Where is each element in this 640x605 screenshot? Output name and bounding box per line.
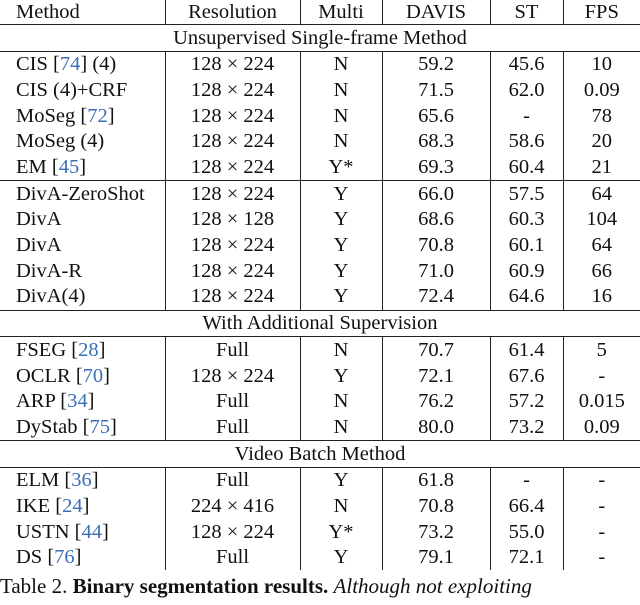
resolution-cell: 128 × 224 (165, 258, 300, 284)
method-name: OCLR (16, 364, 71, 387)
st-cell: 60.4 (490, 154, 563, 180)
st-cell: 58.6 (490, 129, 563, 155)
resolution-cell: 128 × 224 (165, 519, 300, 545)
table-row (0, 51, 640, 77)
method-name: USTN (16, 520, 70, 543)
method-cell (0, 363, 165, 389)
section-title: Video Batch Method (234, 442, 406, 465)
fps-cell: 104 (586, 208, 618, 231)
multi-cell: Y (300, 181, 382, 207)
method-cell (0, 519, 165, 545)
davis-cell: 71.0 (382, 258, 490, 284)
method-name: MoSeg (4) (16, 130, 105, 153)
table-row (0, 389, 640, 415)
method-cell (0, 154, 165, 180)
method-name: CIS (4)+CRF (16, 78, 128, 101)
fps-cell: - (598, 520, 606, 543)
st-cell: 73.2 (490, 414, 563, 440)
st-cell: 61.4 (490, 337, 563, 363)
method-cell (0, 51, 165, 77)
method-name: IKE (16, 494, 51, 517)
fps-cell: 0.015 (578, 390, 625, 413)
fps-cell: - (598, 494, 606, 517)
st-cell: 57.5 (490, 181, 563, 207)
fps-cell: 0.09 (583, 415, 620, 438)
citation-link: 70 (82, 364, 104, 387)
citation-open-bracket: [ (69, 520, 82, 543)
method-cell (0, 233, 165, 259)
multi-cell: N (300, 77, 382, 103)
method-name: DivA(4) (16, 285, 86, 308)
citation-link: 72 (87, 104, 108, 127)
method-name: ELM (16, 469, 60, 492)
fps-cell: - (598, 364, 606, 387)
table-row (0, 207, 640, 233)
resolution-cell: 224 × 416 (165, 493, 300, 519)
multi-cell: Y (300, 545, 382, 571)
st-cell: 62.0 (490, 77, 563, 103)
davis-cell: 73.2 (382, 519, 490, 545)
method-cell (0, 467, 165, 493)
section-header-row (0, 441, 640, 468)
st-cell: 45.6 (490, 51, 563, 77)
citation-open-bracket: [ (42, 546, 55, 569)
column-header-multi: Multi (300, 0, 382, 25)
citation-close-bracket: ] (107, 104, 115, 127)
table-row (0, 414, 640, 440)
citation-close-bracket: ] (109, 415, 117, 438)
davis-cell: 66.0 (382, 181, 490, 207)
resolution-cell: 128 × 224 (165, 181, 300, 207)
resolution-cell: 128 × 224 (165, 77, 300, 103)
section-title: Unsupervised Single-frame Method (173, 26, 467, 49)
davis-cell: 65.6 (382, 103, 490, 129)
table-row (0, 284, 640, 310)
citation-open-bracket: [ (55, 390, 68, 413)
method-cell (0, 129, 165, 155)
st-cell: 60.3 (490, 207, 563, 233)
resolution-cell: 128 × 224 (165, 284, 300, 310)
davis-cell: 80.0 (382, 414, 490, 440)
davis-cell: 71.5 (382, 77, 490, 103)
section-header-row (0, 310, 640, 337)
table-caption (0, 574, 640, 599)
method-name: DivA-ZeroShot (16, 182, 145, 205)
method-cell (0, 77, 165, 103)
citation-close-bracket: ] (102, 520, 109, 543)
method-cell (0, 284, 165, 310)
method-name: DyStab (16, 415, 78, 438)
method-cell (0, 414, 165, 440)
fps-cell: 64 (591, 182, 612, 205)
method-cell (0, 545, 165, 571)
table-row (0, 519, 640, 545)
method-name: CIS (16, 53, 48, 76)
table-row (0, 545, 640, 571)
citation-close-bracket: ] (91, 469, 99, 492)
method-cell (0, 207, 165, 233)
davis-cell: 61.8 (382, 467, 490, 493)
resolution-cell: Full (165, 545, 300, 571)
multi-cell: Y (300, 233, 382, 259)
citation-link: 28 (78, 338, 99, 361)
table-row (0, 493, 640, 519)
davis-cell: 70.8 (382, 233, 490, 259)
column-header-davis: DAVIS (382, 0, 490, 25)
resolution-cell: 128 × 128 (165, 207, 300, 233)
citation-link: 44 (81, 520, 102, 543)
davis-cell: 68.6 (382, 207, 490, 233)
method-name: FSEG (16, 338, 67, 361)
table-row (0, 467, 640, 493)
multi-cell: Y (300, 207, 382, 233)
davis-cell: 59.2 (382, 51, 490, 77)
st-cell: 60.9 (490, 258, 563, 284)
table-row (0, 154, 640, 180)
method-cell (0, 337, 165, 363)
column-header-resolution: Resolution (165, 0, 300, 25)
method-cell (0, 258, 165, 284)
fps-cell: 78 (591, 104, 612, 127)
column-header-fps: FPS (584, 0, 619, 23)
method-suffix: (4) (87, 53, 117, 76)
davis-cell: 72.4 (382, 284, 490, 310)
table-body (0, 25, 640, 571)
citation-close-bracket: ] (87, 390, 95, 413)
fps-cell: 20 (591, 130, 612, 153)
citation-close-bracket: ] (74, 546, 82, 569)
section-title: With Additional Supervision (202, 312, 438, 335)
resolution-cell: 128 × 224 (165, 103, 300, 129)
fps-cell: 66 (591, 259, 612, 282)
fps-cell: 16 (591, 285, 612, 308)
st-cell: - (490, 467, 563, 493)
citation-open-bracket: [ (75, 104, 88, 127)
st-cell: 72.1 (490, 545, 563, 571)
table-row (0, 258, 640, 284)
fps-cell: 21 (591, 156, 612, 179)
method-cell (0, 389, 165, 415)
davis-cell: 68.3 (382, 129, 490, 155)
davis-cell: 69.3 (382, 154, 490, 180)
davis-cell: 70.8 (382, 493, 490, 519)
citation-link: 24 (62, 494, 83, 517)
multi-cell: Y* (300, 154, 382, 180)
table-row (0, 103, 640, 129)
multi-cell: N (300, 337, 382, 363)
multi-cell: N (300, 389, 382, 415)
citation-link: 36 (71, 469, 92, 492)
method-name: EM (16, 156, 47, 179)
multi-cell: N (300, 414, 382, 440)
st-cell: 57.2 (490, 389, 563, 415)
multi-cell: N (300, 129, 382, 155)
caption-bold-title: Binary segmentation results. (72, 574, 329, 598)
header-row (0, 0, 640, 25)
citation-close-bracket: ] (82, 494, 90, 517)
fps-cell: 10 (591, 53, 612, 76)
column-header-st: ST (490, 0, 563, 25)
table-row (0, 181, 640, 207)
citation-open-bracket: [ (46, 156, 59, 179)
citation-link: 75 (89, 415, 110, 438)
citation-link: 34 (67, 390, 88, 413)
citation-open-bracket: [ (66, 338, 79, 361)
citation-link: 45 (58, 156, 80, 179)
method-name: DivA (16, 208, 62, 231)
resolution-cell: 128 × 224 (165, 233, 300, 259)
multi-cell: N (300, 493, 382, 519)
citation-link: 76 (54, 546, 75, 569)
caption-italic-text: Although not exploiting (333, 574, 532, 598)
davis-cell: 79.1 (382, 545, 490, 571)
table-row (0, 129, 640, 155)
method-cell (0, 493, 165, 519)
table-row (0, 233, 640, 259)
davis-cell: 72.1 (382, 363, 490, 389)
davis-cell: 76.2 (382, 389, 490, 415)
fps-cell: 5 (596, 338, 607, 361)
citation-close-bracket: ] (103, 364, 110, 387)
multi-cell: Y (300, 258, 382, 284)
table-row (0, 363, 640, 389)
st-cell: 60.1 (490, 233, 563, 259)
multi-cell: N (300, 51, 382, 77)
multi-cell: Y (300, 363, 382, 389)
fps-cell: - (598, 546, 606, 569)
citation-open-bracket: [ (77, 415, 90, 438)
resolution-cell: 128 × 224 (165, 51, 300, 77)
st-cell: 66.4 (490, 493, 563, 519)
method-name: DS (16, 546, 43, 569)
table-row (0, 337, 640, 363)
multi-cell: N (300, 103, 382, 129)
citation-open-bracket: [ (50, 494, 63, 517)
citation-open-bracket: [ (59, 469, 72, 492)
resolution-cell: 128 × 224 (165, 129, 300, 155)
fps-cell: - (598, 469, 606, 492)
st-cell: 55.0 (490, 519, 563, 545)
resolution-cell: 128 × 224 (165, 154, 300, 180)
resolution-cell: 128 × 224 (165, 363, 300, 389)
resolution-cell: Full (165, 389, 300, 415)
citation-close-bracket: ] (79, 156, 87, 179)
column-header-method: Method (0, 0, 165, 25)
multi-cell: Y* (300, 519, 382, 545)
davis-cell: 70.7 (382, 337, 490, 363)
resolution-cell: Full (165, 337, 300, 363)
st-cell: - (490, 103, 563, 129)
method-name: ARP (16, 390, 56, 413)
method-name: MoSeg (16, 104, 76, 127)
method-cell (0, 181, 165, 207)
citation-open-bracket: [ (70, 364, 83, 387)
table-row (0, 77, 640, 103)
citation-link: 74 (59, 53, 81, 76)
st-cell: 67.6 (490, 363, 563, 389)
method-name: DivA (16, 234, 62, 257)
citation-close-bracket: ] (98, 338, 106, 361)
method-name: DivA-R (16, 259, 83, 282)
resolution-cell: Full (165, 414, 300, 440)
multi-cell: Y (300, 284, 382, 310)
fps-cell: 0.09 (583, 78, 620, 101)
method-cell (0, 103, 165, 129)
caption-label: Table 2. (0, 574, 68, 598)
resolution-cell: Full (165, 467, 300, 493)
st-cell: 64.6 (490, 284, 563, 310)
section-header-row (0, 25, 640, 52)
multi-cell: Y (300, 467, 382, 493)
citation-open-bracket: [ (47, 53, 60, 76)
fps-cell: 64 (591, 234, 612, 257)
citation-close-bracket: ] (80, 53, 88, 76)
